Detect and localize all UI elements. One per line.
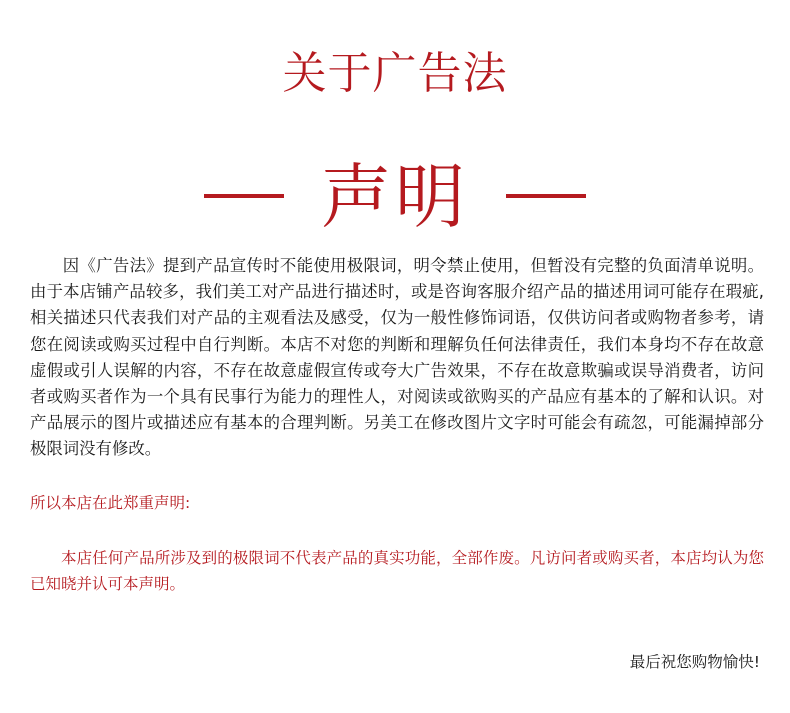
declaration-paragraph: 本店任何产品所涉及到的极限词不代表产品的真实功能，全部作废。凡访问者或购买者，本店均认为您已知晓并认可本声明。 <box>30 549 764 593</box>
page-heading: 声明 <box>321 156 469 238</box>
closing-note: 最后祝您购物愉快! <box>629 653 760 671</box>
heading-row <box>0 152 790 242</box>
disclaimer-paragraph: 因《广告法》提到产品宣传时不能使用极限词，明令禁止使用，但暂没有完整的负面清单说明。由于本店铺产品较多，我们美工对产品进行描述时，或是咨询客服介绍产品的描述用词可能存在瑕疵,相关描述只代表我们对产品的主观看法及感受，仅为一般性修饰词语，仅供访问者或购物者参考，请您在阅读或购买过程中自行判断。本店不对您的判断和理解负任何法律责任，我们本身均不存在故意虚假或引人误解的内容，不存在故意虚假宣传或夸大广告效果，不存在故意欺骗或误导消费者，访问者或购买者作为一个具有民事行为能力的理性人，对阅读或欲购买的产品应有基本的了解和认识。对产品展示的图片或描述应有基本的合理判断。另美工在修改图片文字时可能会有疏忽，可能漏掉部分极限词没有修改。 <box>30 256 764 459</box>
page-title: 关于广告法 <box>282 48 508 99</box>
declaration-intro: 所以本店在此郑重声明: <box>30 494 191 512</box>
heading-right-dash <box>506 194 586 198</box>
